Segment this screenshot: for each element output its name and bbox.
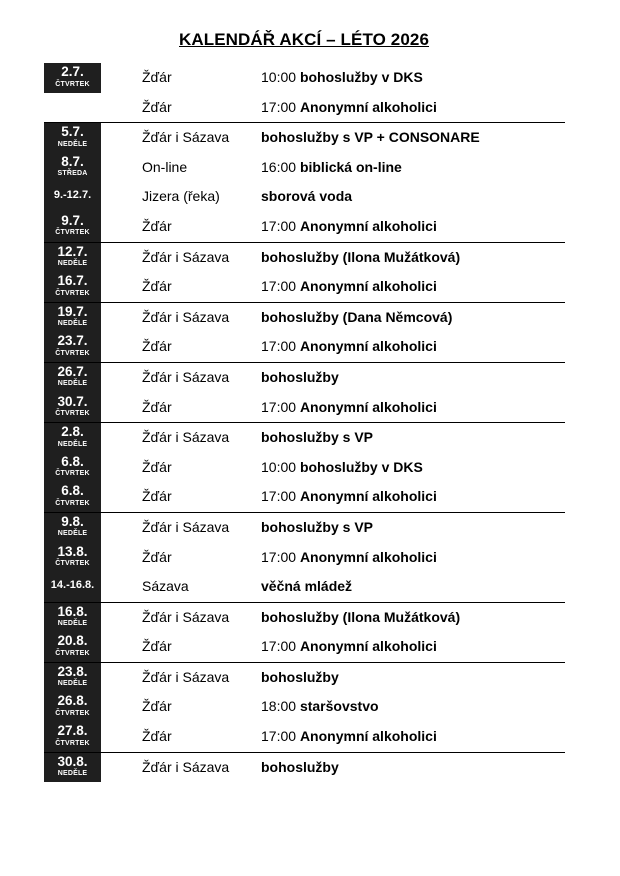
- place-cell: Žďár i Sázava: [142, 248, 230, 265]
- event-cell: [261, 153, 402, 183]
- place-cell: Žďár: [142, 398, 172, 415]
- date-value: 23.7.: [57, 333, 88, 349]
- date-cell: [44, 272, 101, 302]
- event-cell: [261, 93, 437, 123]
- event-time: 17:00: [261, 548, 297, 565]
- event-cell: [261, 692, 379, 722]
- event-name: Anonymní alkoholici: [299, 638, 437, 655]
- weekday-label: ČTVRTEK: [55, 739, 90, 747]
- event-time: 18:00: [261, 698, 297, 715]
- place-cell: On-line: [142, 158, 188, 175]
- table-row: [44, 242, 565, 273]
- event-cell: [261, 663, 339, 693]
- date-cell: [44, 632, 101, 662]
- date-cell: [44, 63, 101, 93]
- date-value: 9.-12.7.: [53, 189, 92, 202]
- date-value: 12.7.: [57, 243, 88, 259]
- event-cell: [261, 482, 437, 512]
- weekday-label: NEDĚLE: [57, 770, 88, 778]
- date-value: 26.8.: [57, 693, 88, 709]
- event-name: Anonymní alkoholici: [299, 548, 437, 565]
- place-cell: Žďár: [142, 548, 172, 565]
- event-cell: [261, 332, 437, 362]
- place-cell: Sázava: [142, 578, 189, 595]
- event-name: bohoslužby (Ilona Mužátková): [261, 608, 461, 625]
- weekday-label: ČTVRTEK: [55, 470, 90, 478]
- event-cell: [261, 572, 352, 602]
- event-name: Anonymní alkoholici: [299, 488, 437, 505]
- place-cell: Žďár: [142, 698, 172, 715]
- table-row: [44, 482, 565, 512]
- weekday-label: ČTVRTEK: [55, 229, 90, 237]
- event-name: bohoslužby s VP: [261, 518, 374, 535]
- event-cell: [261, 603, 460, 633]
- date-value: 30.7.: [57, 393, 88, 409]
- weekday-label: NEDĚLE: [57, 530, 88, 538]
- event-time: 17:00: [261, 488, 297, 505]
- date-cell: [44, 182, 101, 212]
- table-row: [44, 332, 565, 362]
- event-cell: [261, 453, 423, 483]
- date-value: 19.7.: [57, 303, 88, 319]
- table-row: [44, 422, 565, 453]
- event-cell: [261, 632, 437, 662]
- place-cell: Žďár i Sázava: [142, 129, 230, 146]
- date-cell: [44, 603, 101, 633]
- event-name: bohoslužby (Dana Němcová): [261, 308, 453, 325]
- table-row: [44, 93, 565, 123]
- table-row: [44, 302, 565, 333]
- weekday-label: NEDĚLE: [57, 440, 88, 448]
- date-value: 27.8.: [57, 723, 88, 739]
- table-row: [44, 453, 565, 483]
- event-time: 17:00: [261, 338, 297, 355]
- event-cell: [261, 123, 480, 153]
- date-value: 2.7.: [61, 64, 84, 79]
- date-cell: [44, 753, 101, 783]
- event-time: 17:00: [261, 217, 297, 234]
- event-name: bohoslužby (Ilona Mužátková): [261, 248, 461, 265]
- event-name: bohoslužby: [261, 758, 339, 775]
- event-cell: [261, 182, 352, 212]
- date-cell: [44, 93, 101, 123]
- event-cell: [261, 303, 452, 333]
- place-cell: Žďár i Sázava: [142, 758, 230, 775]
- place-cell: Žďár: [142, 338, 172, 355]
- event-cell: [261, 423, 373, 453]
- event-cell: [261, 363, 339, 393]
- date-value: 13.8.: [57, 543, 88, 559]
- date-value: 6.8.: [61, 483, 84, 499]
- place-cell: Žďár i Sázava: [142, 429, 230, 446]
- date-value: 26.7.: [57, 363, 88, 379]
- date-value: [44, 93, 101, 95]
- table-row: [44, 722, 565, 752]
- place-cell: Žďár i Sázava: [142, 368, 230, 385]
- event-cell: [261, 272, 437, 302]
- event-time: 17:00: [261, 638, 297, 655]
- weekday-label: NEDĚLE: [57, 140, 88, 148]
- date-cell: [44, 543, 101, 573]
- date-cell: [44, 722, 101, 752]
- place-cell: Žďár i Sázava: [142, 308, 230, 325]
- date-cell: [44, 423, 101, 453]
- date-cell: [44, 123, 101, 153]
- event-time: 10:00: [261, 458, 297, 475]
- table-row: [44, 212, 565, 242]
- event-cell: [261, 212, 437, 242]
- event-time: 17:00: [261, 98, 297, 115]
- date-cell: [44, 153, 101, 183]
- date-value: 30.8.: [57, 753, 88, 769]
- weekday-label: ČTVRTEK: [55, 560, 90, 567]
- event-name: Anonymní alkoholici: [299, 217, 437, 234]
- place-cell: Žďár: [142, 728, 172, 745]
- date-cell: [44, 363, 101, 393]
- event-name: bohoslužby s VP + CONSONARE: [261, 129, 480, 146]
- date-cell: [44, 572, 101, 602]
- date-cell: [44, 332, 101, 362]
- place-cell: Žďár i Sázava: [142, 518, 230, 535]
- date-value: 23.8.: [57, 663, 88, 679]
- table-row: [44, 153, 565, 183]
- place-cell: Žďár: [142, 278, 172, 295]
- weekday-label: ČTVRTEK: [55, 649, 90, 657]
- event-name: Anonymní alkoholici: [299, 278, 437, 295]
- date-cell: [44, 482, 101, 512]
- event-name: biblická on-line: [299, 158, 402, 175]
- page-title: KALENDÁŘ AKCÍ – LÉTO 2026: [179, 30, 429, 49]
- date-cell: [44, 243, 101, 273]
- date-cell: [44, 212, 101, 242]
- events-table: [44, 63, 565, 782]
- table-row: [44, 692, 565, 722]
- date-value: 16.8.: [57, 603, 88, 619]
- date-value: 20.8.: [57, 633, 88, 649]
- event-name: sborová voda: [261, 188, 353, 205]
- place-cell: Žďár i Sázava: [142, 608, 230, 625]
- table-row: [44, 512, 565, 543]
- date-value: 14.-16.8.: [50, 579, 95, 592]
- date-value: 16.7.: [57, 273, 88, 289]
- table-row: [44, 122, 565, 153]
- event-cell: [261, 513, 373, 543]
- table-row: [44, 362, 565, 393]
- event-name: Anonymní alkoholici: [299, 98, 437, 115]
- event-name: Anonymní alkoholici: [299, 728, 437, 745]
- weekday-label: NEDĚLE: [57, 260, 88, 268]
- date-cell: [44, 393, 101, 423]
- place-cell: Žďár: [142, 69, 172, 85]
- place-cell: Žďár: [142, 638, 172, 655]
- date-value: 5.7.: [61, 124, 84, 140]
- event-name: věčná mládež: [261, 578, 353, 595]
- event-time: 10:00: [261, 69, 297, 85]
- event-name: bohoslužby: [261, 368, 339, 385]
- event-cell: [261, 243, 460, 273]
- table-row: [44, 272, 565, 302]
- weekday-label: ČTVRTEK: [55, 410, 90, 418]
- weekday-label: ČTVRTEK: [55, 80, 90, 88]
- event-time: 17:00: [261, 278, 297, 295]
- event-time: 16:00: [261, 158, 297, 175]
- table-row: [44, 63, 565, 93]
- event-cell: [261, 63, 423, 93]
- date-cell: [44, 453, 101, 483]
- event-time: 17:00: [261, 398, 297, 415]
- table-row: [44, 632, 565, 662]
- table-row: [44, 602, 565, 633]
- weekday-label: NEDĚLE: [57, 380, 88, 388]
- weekday-label: ČTVRTEK: [55, 709, 90, 717]
- event-cell: [261, 393, 437, 423]
- date-cell: [44, 513, 101, 543]
- event-cell: [261, 543, 437, 573]
- date-cell: [44, 303, 101, 333]
- event-name: staršovstvo: [299, 698, 379, 715]
- weekday-label: ČTVRTEK: [55, 499, 90, 507]
- table-row: [44, 752, 565, 783]
- date-cell: [44, 692, 101, 722]
- date-cell: [44, 663, 101, 693]
- weekday-label: ČTVRTEK: [55, 349, 90, 357]
- place-cell: Žďár: [142, 98, 172, 115]
- place-cell: Žďár i Sázava: [142, 668, 230, 685]
- weekday-label: NEDĚLE: [57, 680, 88, 688]
- event-cell: [261, 722, 437, 752]
- event-name: bohoslužby s VP: [261, 429, 374, 446]
- place-cell: Jizera (řeka): [142, 188, 220, 205]
- event-name: bohoslužby: [261, 668, 339, 685]
- date-value: 8.7.: [61, 153, 84, 169]
- event-name: bohoslužby v DKS: [299, 69, 423, 85]
- date-value: 2.8.: [61, 424, 84, 440]
- table-row: [44, 182, 565, 212]
- date-value: 9.8.: [61, 513, 84, 529]
- weekday-label: ČTVRTEK: [55, 289, 90, 297]
- weekday-label: STŘEDA: [57, 170, 88, 178]
- place-cell: Žďár: [142, 217, 172, 234]
- event-name: Anonymní alkoholici: [299, 398, 437, 415]
- weekday-label: NEDĚLE: [57, 620, 88, 628]
- weekday-label: NEDĚLE: [57, 320, 88, 328]
- date-value: 6.8.: [61, 453, 84, 469]
- event-name: Anonymní alkoholici: [299, 338, 437, 355]
- date-value: 9.7.: [61, 212, 84, 228]
- event-name: bohoslužby v DKS: [299, 458, 423, 475]
- place-cell: Žďár: [142, 488, 172, 505]
- table-row: [44, 572, 565, 602]
- table-row: [44, 543, 565, 573]
- table-row: [44, 662, 565, 693]
- table-row: [44, 393, 565, 423]
- place-cell: Žďár: [142, 458, 172, 475]
- event-cell: [261, 753, 339, 783]
- event-time: 17:00: [261, 728, 297, 745]
